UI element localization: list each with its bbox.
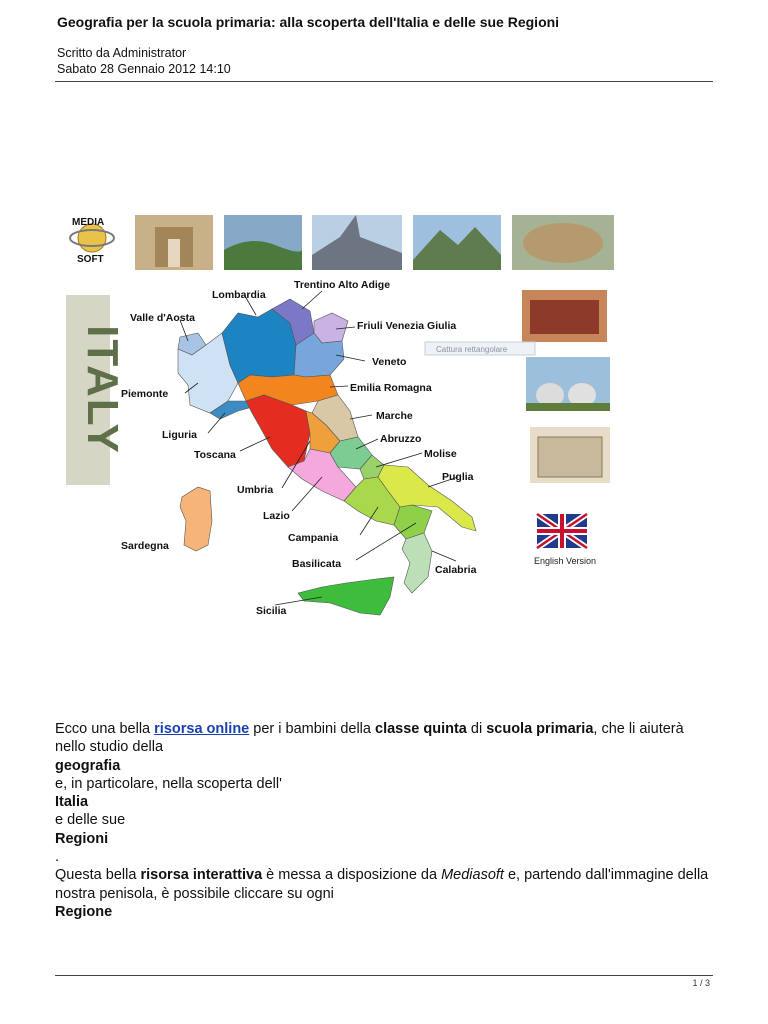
photo-column-right (522, 290, 610, 483)
page-title: Geografia per la scuola primaria: alla scoperta dell'Italia e delle sue Regioni (57, 14, 560, 30)
line-in-particolare: e, in particolare, nella scoperta dell' (55, 775, 282, 792)
mediasoft-logo (70, 217, 114, 265)
region-sicilia[interactable] (298, 577, 394, 615)
line-italia: Italia (55, 794, 89, 811)
italy-word: ITALY (78, 325, 127, 455)
header-rule (55, 81, 713, 82)
label-umbria: Umbria (237, 484, 274, 496)
region-calabria[interactable] (402, 533, 432, 593)
paragraph-2: Questa bella risorsa interattiva è messa a disposizione da Mediasoft e, partendo dall'immagine della nostra penisola, è possibile cliccare su ogni (55, 867, 709, 902)
label-liguria: Liguria (162, 429, 198, 441)
region-lombardia[interactable] (222, 309, 296, 383)
region-toscana[interactable] (246, 395, 310, 467)
label-basilicata: Basilicata (292, 558, 342, 570)
italy-map-graphic (60, 205, 620, 635)
line-e-delle-sue: e delle sue (55, 812, 126, 829)
label-emilia: Emilia Romagna (350, 382, 432, 394)
label-friuli: Friuli Venezia Giulia (357, 320, 457, 332)
page-number: 1 / 3 (692, 978, 710, 988)
english-version-label: English Version (534, 556, 597, 566)
english-version-button[interactable] (534, 514, 596, 566)
label-toscana: Toscana (194, 449, 236, 461)
logo-text-media: MEDIA (72, 217, 105, 228)
label-valle-aosta: Valle d'Aosta (130, 312, 195, 324)
logo-text-soft: SOFT (77, 254, 104, 265)
risorsa-online-link[interactable]: risorsa online (154, 721, 250, 737)
line-regioni: Regioni (55, 830, 109, 847)
article-body (55, 720, 715, 921)
label-sicilia: Sicilia (256, 605, 287, 617)
label-puglia: Puglia (442, 471, 474, 483)
label-abruzzo: Abruzzo (380, 433, 422, 445)
label-sardegna: Sardegna (121, 540, 169, 552)
footer-rule (55, 975, 713, 976)
paragraph-1: Ecco una bella risorsa online per i bambini della classe quinta di scuola primaria, che li aiuterà nello studio della (55, 721, 684, 756)
label-molise: Molise (424, 448, 457, 460)
label-lombardia: Lombardia (212, 289, 266, 301)
italy-regions-figure (60, 205, 620, 635)
date-line: Sabato 28 Gennaio 2012 14:10 (57, 62, 231, 76)
tooltip (425, 342, 535, 355)
line-regione: Regione (55, 903, 113, 920)
region-sardegna[interactable] (180, 487, 212, 551)
label-lazio: Lazio (263, 510, 290, 522)
label-piemonte: Piemonte (121, 388, 169, 400)
photo-strip-top (135, 215, 614, 270)
tooltip-text: Cattura rettangolare (436, 345, 508, 354)
region-basilicata[interactable] (394, 505, 432, 539)
label-campania: Campania (288, 532, 339, 544)
label-calabria: Calabria (435, 564, 477, 576)
italy-vertical-word (66, 295, 127, 485)
author-line: Scritto da Administrator (57, 46, 187, 60)
line-geografia: geografia (55, 757, 121, 774)
label-veneto: Veneto (372, 356, 407, 368)
line-dot: . (55, 849, 60, 866)
label-trentino: Trentino Alto Adige (294, 279, 391, 291)
label-marche: Marche (376, 410, 413, 422)
